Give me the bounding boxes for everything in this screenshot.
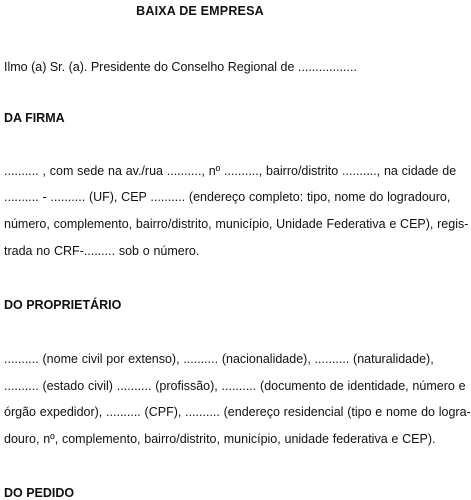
proprietario-line-3: órgão expedidor), .......... (CPF), .......... (endereço residencial (tipo e nome do logra-: [4, 405, 471, 419]
firma-line-3: número, complemento, bairro/distrito, município, Unidade Federativa e CEP), regis-: [4, 217, 469, 231]
firma-line-2: .......... - .......... (UF), CEP .......... (endereço completo: tipo, nome do logradouro,: [4, 190, 451, 204]
proprietario-line-1: .......... (nome civil por extenso), .......... (nacionalidade), .......... (naturalidade),: [4, 352, 434, 366]
section-heading-pedido: DO PEDIDO: [4, 486, 75, 500]
firma-line-1: .......... , com sede na av./rua .........., nº .........., bairro/distrito .........., na cidade de: [4, 164, 457, 178]
section-heading-firma: DA FIRMA: [4, 111, 65, 125]
proprietario-line-2: .......... (estado civil) .......... (profissão), .......... (documento de identidade, número e: [4, 379, 466, 393]
section-heading-proprietario: DO PROPRIETÁRIO: [4, 298, 122, 312]
firma-line-4: trada no CRF-......... sob o número.: [4, 244, 200, 258]
intro-salutation: Ilmo (a) Sr. (a). Presidente do Conselho Regional de .................: [4, 60, 357, 74]
document-title: BAIXA DE EMPRESA: [136, 4, 264, 18]
proprietario-line-4: douro, nº, complemento, bairro/distrito, município, unidade federativa e CEP).: [4, 432, 436, 446]
